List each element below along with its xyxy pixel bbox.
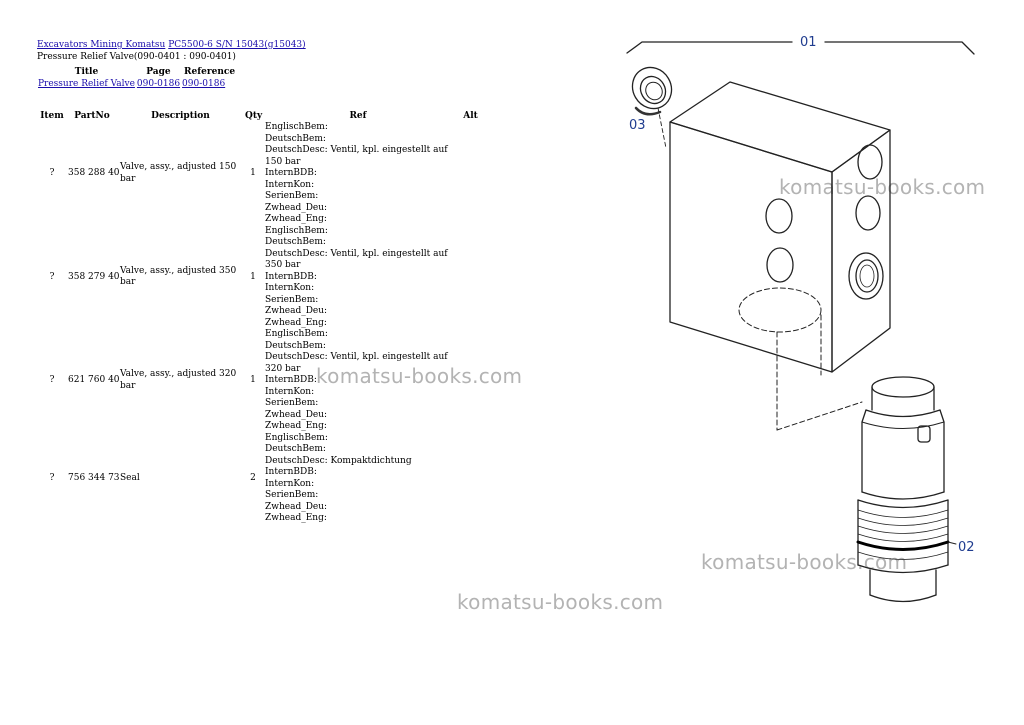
reference-row	[37, 78, 238, 90]
part-ref-line: EnglischBem:	[265, 329, 328, 339]
part-ref-line: Zwhead_Deu:	[265, 409, 328, 420]
seal-part	[625, 60, 679, 115]
part-ref-line: Zwhead_Deu:	[265, 202, 328, 213]
part-description: Valve, assy., adjusted 320 bar	[120, 369, 237, 391]
ref-reference-link[interactable]: 090-0186	[182, 79, 226, 89]
part-ref-line: SerienBem:	[265, 490, 319, 500]
part-ref-line: Zwhead_Eng:	[265, 214, 327, 224]
part-ref-line: DeutschDesc: Kompaktdichtung	[265, 455, 412, 466]
part-ref-line: InternKon:	[265, 283, 315, 293]
part-ref-line: InternKon:	[265, 386, 315, 397]
ref-title-link[interactable]: Pressure Relief Valve	[38, 79, 135, 89]
part-ref	[263, 226, 453, 330]
page-subtitle: Pressure Relief Valve(090-0401 : 090-0401)	[37, 52, 236, 62]
parts-row	[38, 226, 488, 330]
part-ref-line: DeutschDesc: Ventil, kpl. eingestellt auf 350 bar	[265, 248, 448, 270]
label-03: 03	[629, 118, 646, 133]
valve-block-part	[670, 82, 890, 372]
part-ref-line: DeutschDesc: Ventil, kpl. eingestellt auf 150 bar	[265, 145, 448, 167]
part-ref-line: InternBDB:	[265, 467, 317, 477]
part-ref-line: InternBDB:	[265, 168, 317, 178]
part-ref-line: InternKon:	[265, 179, 315, 190]
part-ref-line: Zwhead_Deu:	[265, 306, 328, 316]
part-ref	[263, 122, 453, 226]
part-ref-line: DeutschDesc: Ventil, kpl. eingestellt auf 320 bar	[265, 352, 448, 374]
part-ref-line: InternKon:	[265, 478, 315, 489]
part-ref-line: DeutschBem:	[265, 444, 326, 454]
label-01: 01	[800, 35, 817, 50]
parts-header-qty: Qty	[245, 111, 263, 121]
part-item: ?	[49, 271, 55, 282]
ref-header-reference: Reference	[184, 67, 236, 77]
watermark: komatsu-books.com	[316, 364, 523, 388]
parts-header-partno: PartNo	[74, 111, 110, 121]
reference-table	[37, 66, 238, 90]
parts-header-ref: Ref	[349, 111, 367, 121]
part-alt	[453, 122, 488, 226]
breadcrumb-link-model[interactable]: PC5500-6 S/N 15043(g15043)	[168, 40, 306, 50]
part-ref-line: DeutschBem:	[265, 237, 326, 247]
part-description: Valve, assy., adjusted 350 bar	[120, 265, 237, 288]
parts-header-alt: Alt	[463, 111, 478, 121]
part-ref-line: EnglischBem:	[265, 122, 328, 132]
part-item: ?	[49, 472, 55, 483]
part-number: 756 344 73	[68, 472, 120, 483]
relief-valve-part	[858, 377, 948, 602]
seal-leader-line	[658, 108, 666, 148]
part-alt	[453, 433, 488, 525]
part-ref-line: EnglischBem:	[265, 225, 328, 236]
ref-header-page: Page	[146, 67, 171, 77]
part-ref-line: Zwhead_Deu:	[265, 501, 328, 512]
ref-header-title: Title	[74, 67, 99, 77]
valve-leader-line	[948, 542, 956, 544]
parts-row	[38, 122, 488, 226]
watermark: komatsu-books.com	[457, 590, 664, 614]
part-qty: 2	[250, 472, 256, 483]
part-qty: 1	[250, 271, 256, 282]
part-ref-line: EnglischBem:	[265, 432, 328, 443]
part-description: Seal	[120, 472, 140, 483]
part-ref-line: InternBDB:	[265, 271, 317, 282]
ref-page-link[interactable]: 090-0186	[136, 79, 181, 89]
assembly-guide-lines	[777, 315, 862, 430]
part-ref-line: Zwhead_Eng:	[265, 421, 327, 431]
part-ref	[263, 433, 453, 525]
parts-header-description: Description	[151, 111, 210, 121]
part-ref-line: InternBDB:	[265, 375, 317, 385]
part-number: 358 288 40	[68, 168, 120, 178]
breadcrumb	[37, 40, 306, 51]
part-ref-line: SerienBem:	[265, 294, 319, 305]
part-ref-line: Zwhead_Eng:	[265, 513, 327, 523]
exploded-parts-diagram	[600, 30, 990, 610]
part-ref-line: Zwhead_Eng:	[265, 317, 327, 328]
parts-header-item: Item	[40, 111, 64, 121]
part-ref-line: SerienBem:	[265, 398, 319, 408]
parts-row	[38, 433, 488, 525]
part-qty: 1	[250, 375, 256, 385]
watermark: komatsu-books.com	[779, 175, 986, 199]
part-alt	[453, 226, 488, 330]
part-number: 621 760 40	[68, 375, 120, 385]
part-ref-line: SerienBem:	[265, 191, 319, 201]
breadcrumb-link-category[interactable]: Excavators Mining Komatsu	[37, 40, 166, 50]
parts-table	[38, 110, 488, 525]
part-description: Valve, assy., adjusted 150 bar	[120, 162, 237, 184]
label-02: 02	[958, 540, 975, 555]
part-ref-line: DeutschBem:	[265, 133, 326, 144]
part-item: ?	[49, 168, 55, 178]
watermark: komatsu-books.com	[701, 550, 908, 574]
part-ref-line: DeutschBem:	[265, 340, 326, 351]
part-qty: 1	[250, 168, 256, 178]
part-item: ?	[49, 375, 55, 385]
part-number: 358 279 40	[68, 271, 120, 282]
